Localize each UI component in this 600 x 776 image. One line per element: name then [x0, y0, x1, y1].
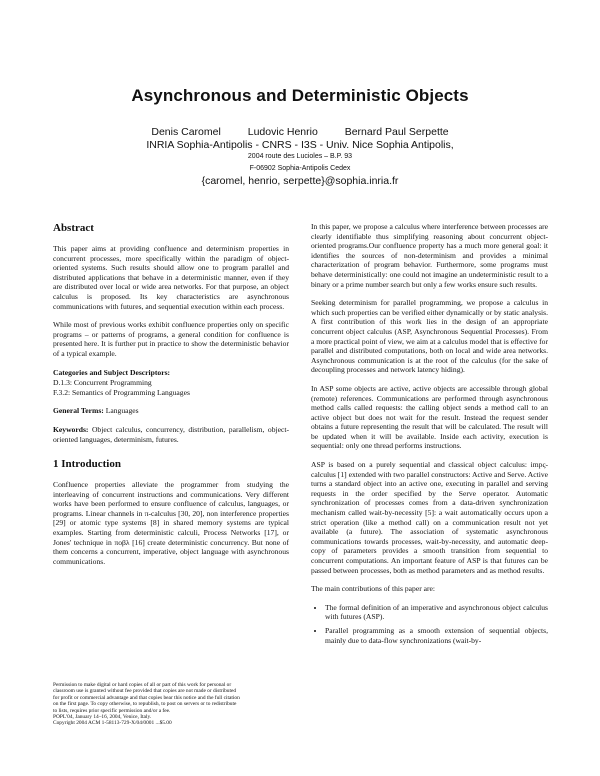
author-name: Bernard Paul Serpette — [344, 126, 449, 138]
left-column — [53, 222, 289, 575]
author-name: Denis Caromel — [151, 126, 221, 138]
footnote-line: to lists, requires prior specific permission and/or a fee. — [53, 707, 171, 714]
list-item: • Parallel programming as a smooth extension of sequential objects, mainly due to data-flow synchronizations (wait-by- — [325, 626, 548, 645]
right-column — [311, 222, 548, 649]
abstract-heading: Abstract — [53, 222, 94, 234]
contributions-list — [311, 603, 548, 645]
body-paragraph: Seeking determinism for parallel programming, we propose a calculus in which such properties can be verified either dynamically or by static analysis. A first contribution of this work lies in the design of an appropriate concurrent object calculus (ASP, Asynchronous Sequential Processes). From a more practical point of view, we aim at a calculus model that is effective for parallel and distributed computations, both on local and wide area networks. Asynchronous communication is at the root of the calculus (for the sake of decoupling processes and network latency hiding). — [311, 298, 548, 375]
abstract-paragraph: This paper aims at providing confluence and determinism properties in concurrent processes, more specifically within the paradigm of object-oriented systems. Such results should allow one to program parallel and distributed applications that behave in a deterministic manner, even if they are distributed over local or wide area networks. For that purpose, an object calculus is proposed. Its key characteristics are asynchronous communications with futures, and sequential execution within each process. — [53, 244, 289, 311]
introduction-paragraph: Confluence properties alleviate the programmer from studying the interleaving of concurrent instructions and communications. Very different works have been performed to ensure confluence of calculus, languages, or programs. Linear channels in π-calculus [30, 20], non interference properties [29] or atomic type systems [8] in shared memory systems are typical examples. Starting from deterministic calculi, Process Networks [17], or Jones' technique in πoβλ [16] create deterministic concurrency. But none of them concerns a concurrent, imperative, object language with asynchronous communications. — [53, 480, 289, 566]
author-list — [0, 126, 600, 138]
keywords-label: Keywords: — [53, 424, 89, 434]
footnote-line: Copyright 2004 ACM 1-58113-729-X/04/0001 ...$5.00 — [53, 720, 172, 727]
affiliation: INRIA Sophia-Antipolis - CNRS - I3S - Univ. Nice Sophia Antipolis, — [146, 139, 454, 151]
footnote-line: POPL'04, January 14–16, 2004, Venice, Italy. — [53, 714, 152, 721]
introduction-heading: 1 Introduction — [53, 458, 121, 471]
body-paragraph: The main contributions of this paper are: — [311, 584, 435, 594]
keywords — [53, 425, 289, 444]
body-paragraph: ASP is based on a purely sequential and classical object calculus: impς-calculus [1] extended with two parallel constructors: Active and Serve. Active turns a standard object into an active one, executing in parallel and serving requests in the order specified by the Serve operator. Automatic synchronization of processes comes from a data-driven synchronization mechanism called wait-by-necessity [5]: a wait automatically occurs upon a strict operation (like a method call) on a communication result not yet available (a future). The association of systematic asynchronous communications towards processes, wait-by-necessity, and automatic deep-copy of parameters provides a smooth transition from sequential to concurrent computations. An important feature of ASP is that futures can be passed between processes, both as method parameters and as method results. — [311, 460, 548, 575]
footnote-line: for profit or commercial advantage and that copies bear this notice and the full citation — [53, 694, 240, 701]
footnote-line: classroom use is granted without fee provided that copies are not made or distributed — [53, 688, 237, 695]
copyright-footnote — [53, 682, 289, 727]
footnote-line: Permission to make digital or hard copies of all or part of this work for personal or — [53, 682, 232, 688]
address-line: 2004 route des Lucioles – B.P. 93 — [247, 153, 353, 160]
author-name: Ludovic Henrio — [247, 126, 318, 138]
categories-heading: Categories and Subject Descriptors: — [53, 367, 171, 377]
abstract-paragraph: While most of previous works exhibit confluence properties only on specific programs – or patterns of programs, a general condition for confluence is presented here. It is further put in practice to show the deterministic behavior of a typical example. — [53, 320, 289, 358]
category-item: F.3.2: Semantics of Programming Languages — [53, 387, 190, 397]
category-item: D.1.3: Concurrent Programming — [53, 378, 152, 388]
footnote-line: on the first page. To copy otherwise, to republish, to post on servers or to redistribute — [53, 701, 237, 708]
general-terms-label: General Terms: — [53, 406, 104, 416]
author-email: {caromel, henrio, serpette}@sophia.inria.fr — [201, 175, 399, 187]
general-terms — [53, 406, 289, 416]
general-terms-value: Languages — [105, 406, 139, 416]
list-item: • The formal definition of an imperative and asynchronous object calculus with futures (ASP). — [325, 603, 548, 622]
body-paragraph: In ASP some objects are active, active objects are accessible through global (remote) references. Communications are performed through asynchronous method calls called requests: the calling object sends a method call to an active object but does not wait for the result. Instead the request sender obtains a future representing the result that will be calculated. The result will be updated when it will be available. Inside each activity, execution is sequential: only one thread performs instructions. — [311, 383, 548, 451]
keywords-value: Object calculus, concurrency, distribution, parallelism, object-oriented languages, determinism, futures. — [53, 424, 289, 444]
paper-title: Asynchronous and Deterministic Objects — [131, 86, 469, 105]
body-paragraph: In this paper, we propose a calculus where interference between processes are clearly identifiable thus simplifying reasoning about concurrent object-oriented programs.Our confluence property has a much more general goal: it identifies the sources of non-determinism and provides a minimal characterization of program behavior. Furthermore, some programs must behave deterministically: one could not imagine an undeterministic result to a binary or a prime number search but only a few works ensure such results. — [311, 222, 548, 289]
address-line: F-06902 Sophia-Antipolis Cedex — [249, 165, 351, 172]
